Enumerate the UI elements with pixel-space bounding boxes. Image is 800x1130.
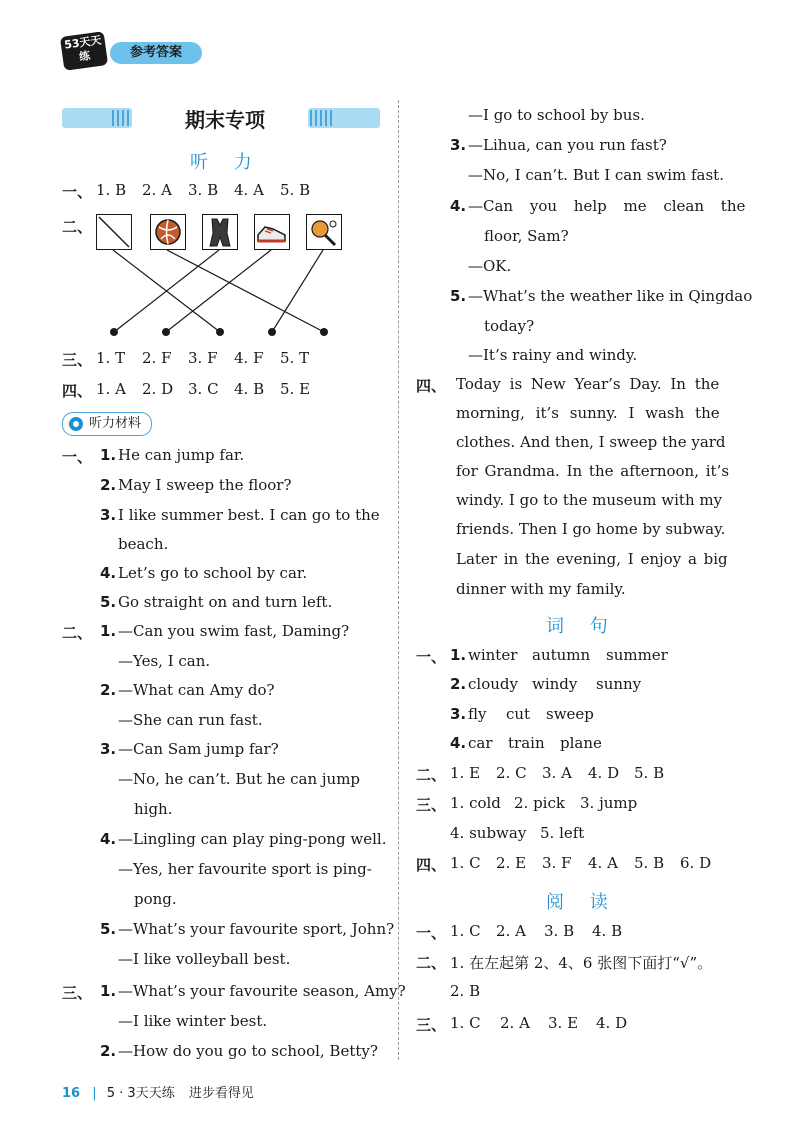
blank-picture-icon bbox=[96, 214, 132, 250]
answer-item: 1. C bbox=[450, 854, 481, 872]
material-line: —It’s rainy and windy. bbox=[468, 346, 638, 364]
question-number: 二、 bbox=[62, 218, 93, 236]
item-number: 1. bbox=[450, 646, 467, 664]
answer-item: 2. E bbox=[496, 854, 527, 872]
answer-item: 4. A bbox=[588, 854, 618, 872]
item-number: 5. bbox=[100, 593, 117, 611]
item-number: 2. bbox=[100, 681, 117, 699]
material-line: —How do you go to school, Betty? bbox=[118, 1042, 378, 1060]
item-number: 4. bbox=[450, 734, 467, 752]
matching-lines bbox=[96, 248, 336, 340]
answer-item: 6. D bbox=[680, 854, 712, 872]
answer-item: 3. F bbox=[542, 854, 572, 872]
passage-line: morning, it’s sunny. I wash the bbox=[456, 404, 720, 422]
item-number: 2. bbox=[100, 1042, 117, 1060]
answer-item: 3. C bbox=[188, 380, 219, 398]
answer-item: 3. B bbox=[188, 181, 219, 199]
question-number: 三、 bbox=[416, 1016, 447, 1034]
material-line: —Lingling can play ping-pong well. bbox=[118, 830, 387, 848]
answer-item: 4. subway bbox=[450, 824, 527, 842]
word: sunny bbox=[596, 675, 642, 693]
answer-item: 1. C bbox=[450, 1014, 481, 1032]
passage-line: windy. I go to the museum with my bbox=[456, 491, 723, 509]
section-heading-reading: 阅 读 bbox=[546, 892, 618, 913]
material-line: —Can Sam jump far? bbox=[118, 740, 279, 758]
question-number: 一、 bbox=[62, 183, 93, 201]
ping-pong-icon bbox=[306, 214, 342, 250]
item-number: 3. bbox=[100, 740, 117, 758]
material-line: pong. bbox=[134, 890, 177, 908]
word: car bbox=[468, 734, 493, 752]
question-number: 一、 bbox=[62, 448, 93, 466]
answer-item: 2. pick bbox=[514, 794, 565, 812]
brand-logo: 53天天练 bbox=[60, 31, 108, 71]
question-number: 四、 bbox=[416, 377, 447, 395]
material-line: —No, I can’t. But I can swim fast. bbox=[468, 166, 724, 184]
word: fly bbox=[468, 705, 487, 723]
item-number: 2. bbox=[450, 675, 467, 693]
passage-line: Later in the evening, I enjoy a big bbox=[456, 550, 728, 568]
answer-item: 3. jump bbox=[580, 794, 638, 812]
answer-item: 2. A bbox=[500, 1014, 530, 1032]
item-number: 4. bbox=[450, 197, 467, 215]
material-line: —I like volleyball best. bbox=[118, 950, 291, 968]
word: winter bbox=[468, 646, 518, 664]
material-line: —Yes, her favourite sport is ping- bbox=[118, 860, 372, 878]
answer-item: 4. D bbox=[588, 764, 620, 782]
word: plane bbox=[560, 734, 602, 752]
item-number: 3. bbox=[450, 705, 467, 723]
item-number: 2. bbox=[100, 476, 117, 494]
answer-line: 2. B bbox=[450, 982, 481, 1000]
item-number: 4. bbox=[100, 830, 117, 848]
answer-item: 3. F bbox=[188, 349, 218, 367]
material-line: —Can you help me clean the bbox=[468, 197, 746, 215]
passage-line: dinner with my family. bbox=[456, 580, 626, 598]
answer-item: 3. B bbox=[544, 922, 575, 940]
item-number: 3. bbox=[100, 506, 117, 524]
answer-item: 4. B bbox=[592, 922, 623, 940]
item-number: 3. bbox=[450, 136, 467, 154]
footer-separator: | bbox=[92, 1086, 97, 1101]
word: autumn bbox=[532, 646, 591, 664]
answer-item: 1. cold bbox=[450, 794, 501, 812]
answer-item: 1. B bbox=[96, 181, 127, 199]
word: summer bbox=[606, 646, 668, 664]
answer-item: 4. A bbox=[234, 181, 264, 199]
word: cut bbox=[506, 705, 531, 723]
volleyball-icon bbox=[150, 214, 186, 250]
answer-item: 2. A bbox=[496, 922, 526, 940]
book-name: 5 · 3天天练 bbox=[106, 1086, 175, 1101]
material-line: —OK. bbox=[468, 257, 512, 275]
question-number: 三、 bbox=[416, 796, 447, 814]
page-title: 期末专项 bbox=[185, 108, 265, 132]
material-line: —What’s your favourite season, Amy? bbox=[118, 982, 406, 1000]
item-number: 5. bbox=[450, 287, 467, 305]
listening-material-label: 听力材料 bbox=[89, 416, 142, 431]
item-number: 1. bbox=[100, 982, 117, 1000]
section-heading-words: 词 句 bbox=[546, 616, 618, 637]
material-line: —I like winter best. bbox=[118, 1012, 268, 1030]
material-line: —Yes, I can. bbox=[118, 652, 211, 670]
material-line: high. bbox=[134, 800, 173, 818]
page-number: 16 bbox=[62, 1086, 81, 1101]
answer-item: 4. D bbox=[596, 1014, 628, 1032]
answer-item: 4. F bbox=[234, 349, 264, 367]
section-heading-listening: 听 力 bbox=[190, 152, 262, 173]
passage-line: friends. Then I go home by subway. bbox=[456, 520, 726, 538]
question-number: 四、 bbox=[62, 382, 93, 400]
material-line: —I go to school by bus. bbox=[468, 106, 645, 124]
material-line: Let’s go to school by car. bbox=[118, 564, 308, 582]
answer-item: 2. C bbox=[496, 764, 527, 782]
material-line: He can jump far. bbox=[118, 446, 245, 464]
material-line: beach. bbox=[118, 535, 169, 553]
answer-item: 5. B bbox=[634, 854, 665, 872]
answer-item: 5. B bbox=[634, 764, 665, 782]
passage-line: Today is New Year’s Day. In the bbox=[456, 375, 720, 393]
sneakers-icon bbox=[254, 214, 290, 250]
answer-item: 4. B bbox=[234, 380, 265, 398]
material-line: —Can you swim fast, Daming? bbox=[118, 622, 350, 640]
material-line: today? bbox=[484, 317, 535, 335]
question-number: 二、 bbox=[416, 954, 447, 972]
material-line: —What’s the weather like in Qingdao bbox=[468, 287, 753, 305]
page-footer bbox=[62, 1082, 254, 1101]
answer-item: 1. A bbox=[96, 380, 126, 398]
column-divider bbox=[398, 100, 399, 1060]
answer-line: 1. 在左起第 2、4、6 张图下面打“√”。 bbox=[450, 954, 713, 972]
question-number: 三、 bbox=[62, 984, 93, 1002]
question-number: 二、 bbox=[62, 624, 93, 642]
material-line: May I sweep the floor? bbox=[118, 476, 292, 494]
answer-item: 2. F bbox=[142, 349, 172, 367]
passage-line: for Grandma. In the afternoon, it’s bbox=[456, 462, 730, 480]
material-line: —She can run fast. bbox=[118, 711, 263, 729]
footer-slogan: 进步看得见 bbox=[188, 1086, 254, 1101]
question-number: 一、 bbox=[416, 924, 447, 942]
answer-item: 1. E bbox=[450, 764, 481, 782]
material-line: —What can Amy do? bbox=[118, 681, 275, 699]
word: cloudy bbox=[468, 675, 518, 693]
headphones-icon bbox=[69, 417, 83, 431]
answer-item: 3. A bbox=[542, 764, 572, 782]
listening-material-tag bbox=[62, 412, 152, 436]
material-line: —Lihua, can you run fast? bbox=[468, 136, 667, 154]
material-line: —No, he can’t. But he can jump bbox=[118, 770, 361, 788]
item-number: 4. bbox=[100, 564, 117, 582]
material-line: —What’s your favourite sport, John? bbox=[118, 920, 395, 938]
question-number: 二、 bbox=[416, 766, 447, 784]
title-bar-stripes-right bbox=[310, 110, 332, 126]
word: sweep bbox=[546, 705, 594, 723]
item-number: 1. bbox=[100, 446, 117, 464]
title-bar-stripes-left bbox=[112, 110, 129, 126]
answer-item: 5. B bbox=[280, 181, 311, 199]
answer-item: 3. E bbox=[548, 1014, 579, 1032]
passage-line: clothes. And then, I sweep the yard bbox=[456, 433, 726, 451]
word: train bbox=[508, 734, 545, 752]
material-line: floor, Sam? bbox=[484, 227, 569, 245]
swimsuit-icon bbox=[202, 214, 238, 250]
answer-key-badge: 参考答案 bbox=[110, 42, 202, 64]
answer-item: 5. T bbox=[280, 349, 310, 367]
question-number: 三、 bbox=[62, 351, 93, 369]
answer-item: 1. C bbox=[450, 922, 481, 940]
word: windy bbox=[532, 675, 578, 693]
item-number: 5. bbox=[100, 920, 117, 938]
material-line: Go straight on and turn left. bbox=[118, 593, 333, 611]
question-number: 一、 bbox=[416, 648, 447, 666]
answer-item: 1. T bbox=[96, 349, 126, 367]
item-number: 1. bbox=[100, 622, 117, 640]
answer-item: 5. E bbox=[280, 380, 311, 398]
answer-item: 5. left bbox=[540, 824, 585, 842]
answer-item: 2. A bbox=[142, 181, 172, 199]
answer-item: 2. D bbox=[142, 380, 174, 398]
material-line: I like summer best. I can go to the bbox=[118, 506, 380, 524]
question-number: 四、 bbox=[416, 856, 447, 874]
